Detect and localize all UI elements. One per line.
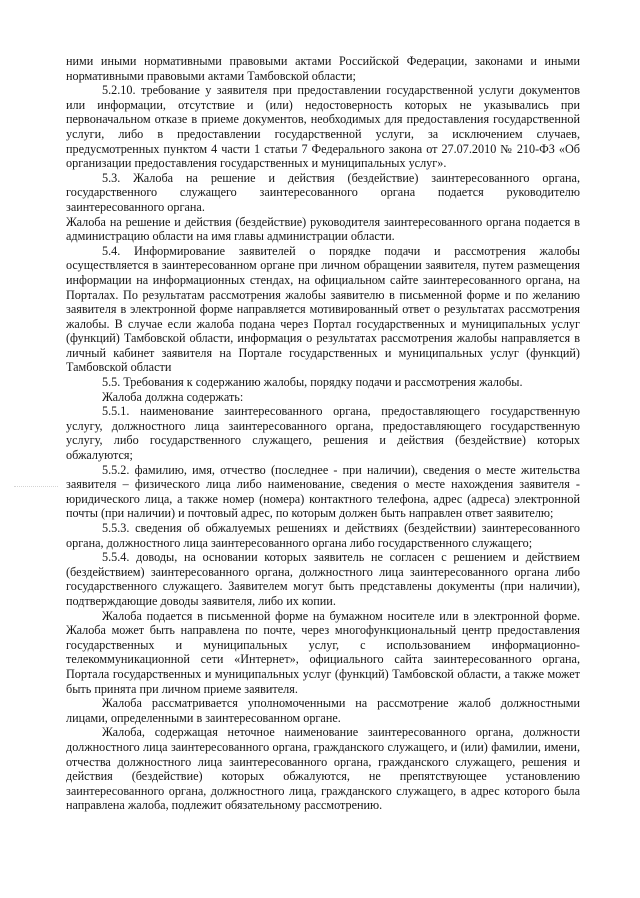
document-body xyxy=(66,54,580,813)
paragraph-continuation: ними иными нормативными правовыми актами Российской Федерации, законами и иными нормативными правовыми актами Тамбовской области; xyxy=(66,54,580,83)
paragraph-5-5-3: 5.5.3. сведения об обжалуемых решениях и действиях (бездействии) заинтересованного органа, должностного лица заинтересованного органа либо государственного служащего; xyxy=(66,521,580,550)
paragraph-5-5-4: 5.5.4. доводы, на основании которых заявитель не согласен с решением и действием (бездействием) заинтересованного органа, должностного лица заинтересованного органа либо государственного служащего. Заявителем могут быть представлены документы (при наличии), подтверждающие доводы заявителя, либо их копии. xyxy=(66,550,580,608)
paragraph-5-5-1: 5.5.1. наименование заинтересованного органа, предоставляющего государственную услугу, должностного лица заинтересованного органа, предоставляющего государственную услугу, либо государственного служащего, решения и действия (бездействие) которых обжалуются; xyxy=(66,404,580,463)
paragraph-inaccurate-name: Жалоба, содержащая неточное наименование заинтересованного органа, должности должностного лица заинтересованного органа, гражданского служащего, и (или) фамилии, имени, отчества должностного лица заинтересованного органа, гражданского служащего, решения и действия (бездействие) которых обжалуются, не препятствующее установлению заинтересованного органа, должностного лица, гражданского служащего, в адрес которого была направлена жалоба, подлежит обязательному рассмотрению. xyxy=(66,725,580,813)
paragraph-5-3-head-complaint: Жалоба на решение и действия (бездействие) руководителя заинтересованного органа подается в администрацию области на имя главы администрации области. xyxy=(66,214,580,244)
paragraph-submission-form: Жалоба подается в письменной форме на бумажном носителе или в электронной форме. Жалоба может быть направлена по почте, через многофункциональный центр предоставления государственных и муниципальных услуг, с использованием информационно-телекоммуникационной сети «Интернет», официального сайта заинтересованного органа, Портала государственных и муниципальных услуг (функций) Тамбовской области, а также может быть принята при личном приеме заявителя. xyxy=(66,608,580,696)
paragraph-5-2-10: 5.2.10. требование у заявителя при предоставлении государственной услуги документов или информации, отсутствие и (или) недостоверность которых не указывались при первоначальном отказе в приеме документов, необходимых для предоставления государственной услуги, либо в предоставлении государственной услуги, за исключением случаев, предусмотренных пунктом 4 части 1 статьи 7 Федерального закона от 27.07.2010 № 210-ФЗ «Об организации предоставления государственных и муниципальных услуг». xyxy=(66,83,580,171)
paragraph-5-5: 5.5. Требования к содержанию жалобы, порядку подачи и рассмотрения жалобы. xyxy=(102,375,523,390)
paragraph-5-5-2: 5.5.2. фамилию, имя, отчество (последнее - при наличии), сведения о месте жительства заявителя – физического лица либо наименование, сведения о месте нахождения заявителя - юридического лица, а также номер (номера) контактного телефона, адрес (адреса) электронной почты (при наличии) и почтовый адрес, по которым должен быть направлен ответ заявителю; xyxy=(66,462,580,521)
scan-artifact xyxy=(14,486,58,487)
paragraph-5-4: 5.4. Информирование заявителей о порядке подачи и рассмотрения жалобы осуществляется в заинтересованном органе при личном обращении заявителя, путем размещения информации на информационных стендах, на официальном сайте заинтересованного органа, на Порталах. По результатам рассмотрения жалобы заявителю в письменной форме и по желанию заявителя в электронной форме направляется мотивированный ответ о результатах рассмотрения жалобы. В случае если жалоба подана через Портал государственных и муниципальных услуг (функций) Тамбовской области, информация о результатах рассмотрения жалобы направляется в личный кабинет заявителя на Портале государственных и муниципальных услуг (функций) Тамбовской области xyxy=(66,243,580,375)
paragraph-review-officials: Жалоба рассматривается уполномоченными на рассмотрение жалоб должностными лицами, определенными в заинтересованном органе. xyxy=(66,696,580,725)
paragraph-complaint-contents: Жалоба должна содержать: xyxy=(102,389,244,404)
paragraph-5-3: 5.3. Жалоба на решение и действия (бездействие) заинтересованного органа, государственного служащего заинтересованного органа подается руководителю заинтересованного органа. xyxy=(66,170,580,214)
